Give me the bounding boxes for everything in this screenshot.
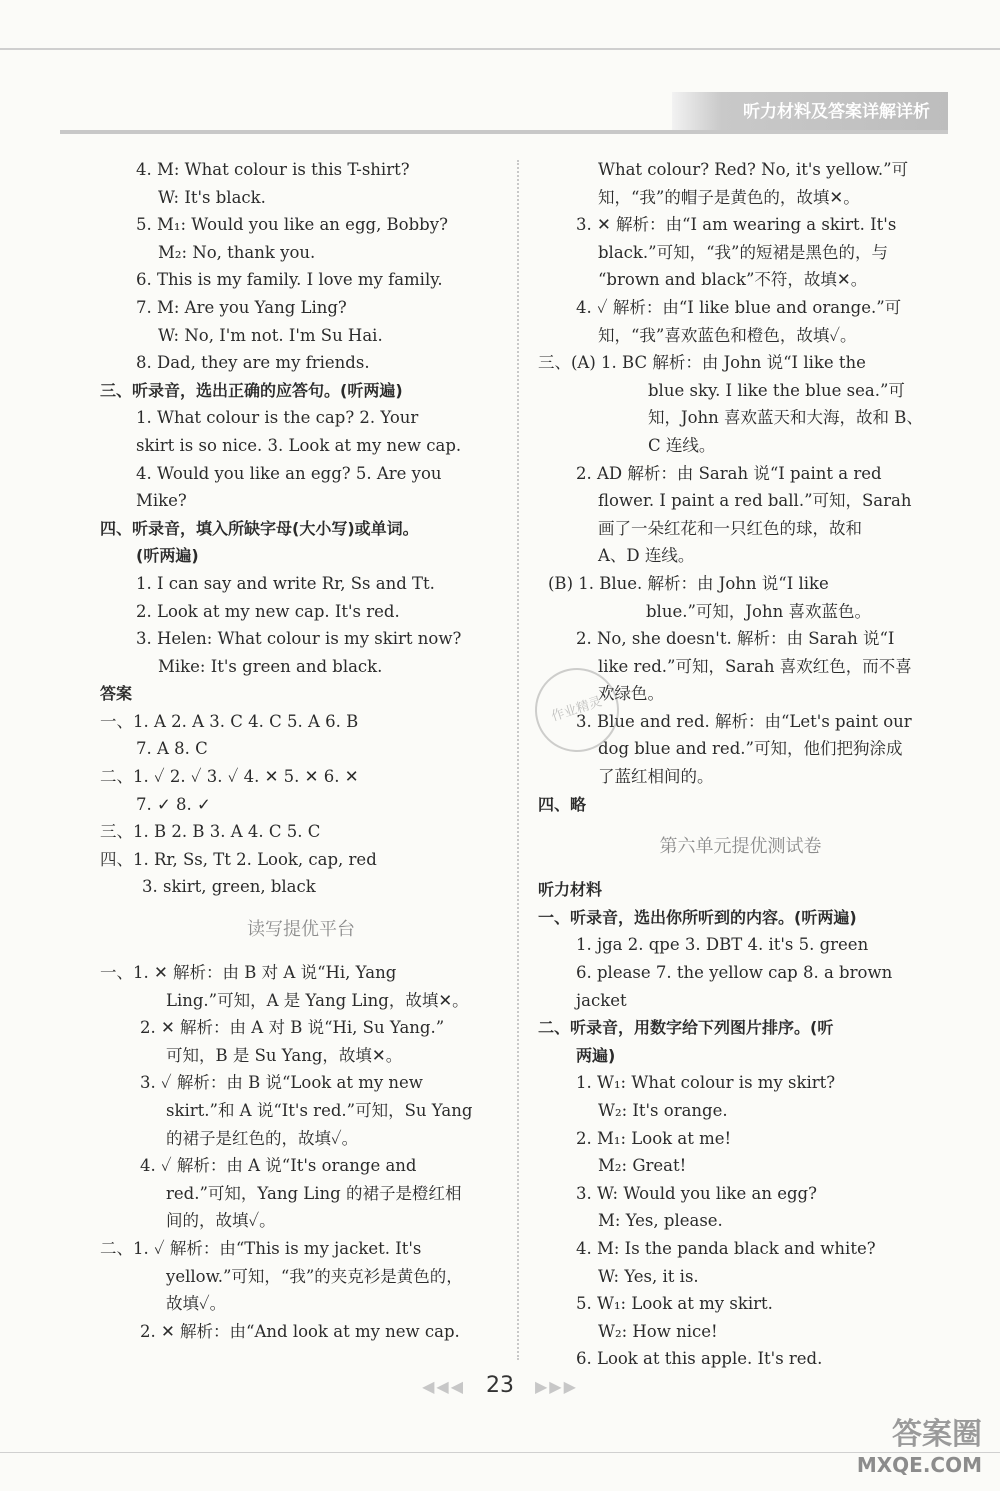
text-line: 两遍) bbox=[576, 1045, 616, 1065]
text-line: 三、听录音，选出正确的应答句。(听两遍) bbox=[100, 380, 403, 400]
text-line: 2. M₁: Look at me! bbox=[576, 1128, 732, 1148]
text-line: A、D 连线。 bbox=[598, 546, 695, 566]
text-line: 四、听录音，填入所缺字母(大小写)或单词。 bbox=[100, 518, 419, 538]
text-line: 2. AD 解析：由 Sarah 说“I paint a red bbox=[576, 463, 882, 483]
text-line: 可知，B 是 Su Yang，故填✕。 bbox=[166, 1045, 403, 1065]
text-line: 三、(A) 1. BC 解析：由 John 说“I like the bbox=[538, 353, 866, 373]
text-line: 欢绿色。 bbox=[598, 684, 664, 704]
text-line: C 连线。 bbox=[648, 435, 716, 455]
text-line: 二、听录音，用数字给下列图片排序。(听 bbox=[538, 1018, 834, 1038]
text-line: dog blue and red.”可知，他们把狗涂成 bbox=[598, 739, 903, 759]
text-line: 一、1. ✕ 解析：由 B 对 A 说“Hi, Yang bbox=[100, 963, 397, 983]
text-line: 3. ✕ 解析：由“I am wearing a skirt. It's bbox=[576, 215, 897, 235]
left-answer-explanations bbox=[92, 959, 510, 1345]
text-line: black.”可知，“我”的短裙是黑色的，与 bbox=[598, 242, 888, 262]
text-line: 1. What colour is the cap? 2. Your bbox=[136, 408, 419, 428]
text-line: 了蓝红相间的。 bbox=[598, 767, 714, 787]
page-footer bbox=[0, 1373, 1000, 1398]
text-line: M₂: Great! bbox=[598, 1156, 687, 1176]
text-line: Ling.”可知，A 是 Yang Ling，故填✕。 bbox=[166, 990, 469, 1010]
section-title-reading-writing: 读写提优平台 bbox=[247, 919, 355, 941]
text-line: 4. Would you like an egg? 5. Are you bbox=[136, 463, 442, 483]
text-line: 四、略 bbox=[538, 794, 587, 814]
text-line: What colour? Red? No, it's yellow.”可 bbox=[598, 160, 909, 179]
text-line: 听力材料 bbox=[538, 880, 603, 900]
text-line: 6. This is my family. I love my family. bbox=[136, 270, 443, 290]
text-line: 3. skirt, green, black bbox=[142, 877, 316, 897]
stamp-seal: 作业精灵 bbox=[524, 657, 630, 763]
right-listening-material bbox=[538, 876, 943, 1373]
text-line: 的裙子是红色的，故填✓。 bbox=[166, 1128, 359, 1148]
text-line: 3. W: Would you like an egg? bbox=[576, 1183, 817, 1203]
text-line: W₂: How nice! bbox=[598, 1321, 718, 1341]
text-line: 3. ✓ 解析：由 B 说“Look at my new bbox=[140, 1073, 423, 1093]
text-line: skirt is so nice. 3. Look at my new cap. bbox=[136, 435, 462, 455]
text-line: 间的，故填✓。 bbox=[166, 1211, 276, 1231]
text-line: 4. M: What colour is this T-shirt? bbox=[136, 160, 410, 179]
text-line: 3. Helen: What colour is my skirt now? bbox=[136, 629, 462, 649]
text-line: 一、1. A 2. A 3. C 4. C 5. A 6. B bbox=[100, 711, 359, 731]
text-line: 8. Dad, they are my friends. bbox=[136, 353, 370, 373]
text-line: 画了一朵红花和一只红色的球，故和 bbox=[598, 518, 862, 538]
text-line: 4. ✓ 解析：由“I like blue and orange.”可 bbox=[576, 297, 902, 317]
text-line: Mike: It's green and black. bbox=[158, 656, 383, 676]
left-listening-text bbox=[92, 156, 510, 901]
text-line: 3. Blue and red. 解析：由“Let's paint our bbox=[576, 711, 912, 731]
column-divider bbox=[517, 160, 519, 1360]
text-line: 5. M₁: Would you like an egg, Bobby? bbox=[136, 215, 448, 235]
text-line: W₂: It's orange. bbox=[598, 1101, 728, 1120]
text-line: M: Yes, please. bbox=[598, 1211, 723, 1231]
text-line: (听两遍) bbox=[136, 546, 199, 566]
text-line: 2. ✕ 解析：由 A 对 B 说“Hi, Su Yang.” bbox=[140, 1018, 445, 1038]
right-column bbox=[538, 156, 943, 1373]
text-line: 4. M: Is the panda black and white? bbox=[576, 1238, 876, 1258]
text-line: skirt.”和 A 说“It's red.”可知，Su Yang bbox=[166, 1101, 473, 1120]
section-title-unit6-test: 第六单元提优测试卷 bbox=[659, 836, 822, 858]
text-line: 故填✓。 bbox=[166, 1294, 227, 1314]
text-line: W: No, I'm not. I'm Su Hai. bbox=[158, 325, 383, 345]
text-line: 5. W₁: Look at my skirt. bbox=[576, 1294, 773, 1314]
header-rule bbox=[60, 130, 948, 134]
watermark-logo: 答案圈 MXQE.COM bbox=[856, 1417, 982, 1477]
text-line: blue sky. I like the blue sea.”可 bbox=[648, 380, 905, 400]
text-line: 三、1. B 2. B 3. A 4. C 5. C bbox=[100, 822, 321, 842]
text-line: 二、1. ✓ 2. ✓ 3. ✓ 4. ✕ 5. ✕ 6. ✕ bbox=[100, 767, 359, 787]
text-line: 2. ✕ 解析：由“And look at my new cap. bbox=[140, 1321, 460, 1341]
text-line: 1. W₁: What colour is my skirt? bbox=[576, 1073, 836, 1093]
text-line: flower. I paint a red ball.”可知，Sarah bbox=[598, 491, 912, 511]
text-line: red.”可知，Yang Ling 的裙子是橙红相 bbox=[166, 1183, 462, 1203]
text-line: 知，“我”的帽子是黄色的，故填✕。 bbox=[598, 187, 860, 207]
bottom-rule bbox=[0, 1452, 1000, 1453]
text-line: Mike? bbox=[136, 491, 187, 511]
text-line: 6. Look at this apple. It's red. bbox=[576, 1349, 823, 1369]
text-line: jacket bbox=[576, 990, 627, 1010]
text-line: 7. M: Are you Yang Ling? bbox=[136, 297, 347, 317]
prev-arrows-icon: ◀◀◀ bbox=[422, 1377, 465, 1396]
text-line: 2. Look at my new cap. It's red. bbox=[136, 601, 400, 621]
text-line: 1. I can say and write Rr, Ss and Tt. bbox=[136, 573, 435, 593]
top-rule bbox=[0, 48, 1000, 50]
text-line: yellow.”可知，“我”的夹克衫是黄色的， bbox=[166, 1266, 463, 1286]
text-line: 知，“我”喜欢蓝色和橙色，故填✓。 bbox=[598, 325, 857, 345]
text-line: M₂: No, thank you. bbox=[158, 242, 316, 262]
next-arrows-icon: ▶▶▶ bbox=[535, 1377, 578, 1396]
text-line: like red.”可知，Sarah 喜欢红色，而不喜 bbox=[598, 656, 912, 676]
text-line: 知，John 喜欢蓝天和大海，故和 B、 bbox=[648, 408, 923, 428]
text-line: 6. please 7. the yellow cap 8. a brown bbox=[576, 963, 893, 983]
left-column bbox=[92, 156, 510, 1345]
text-line: 四、1. Rr, Ss, Tt 2. Look, cap, red bbox=[100, 849, 377, 869]
text-line: 4. ✓ 解析：由 A 说“It's orange and bbox=[140, 1156, 417, 1176]
text-line: “brown and black”不符，故填✕。 bbox=[598, 270, 868, 290]
text-line: 1. jga 2. qpe 3. DBT 4. it's 5. green bbox=[576, 935, 869, 955]
text-line: (B) 1. Blue. 解析：由 John 说“I like bbox=[548, 573, 829, 593]
text-line: 7. A 8. C bbox=[136, 739, 208, 759]
text-line: 2. No, she doesn't. 解析：由 Sarah 说“I bbox=[576, 629, 895, 649]
text-line: 二、1. ✓ 解析：由“This is my jacket. It's bbox=[100, 1238, 422, 1258]
text-line: 答案 bbox=[100, 684, 133, 704]
text-line: W: It's black. bbox=[158, 187, 266, 207]
text-line: W: Yes, it is. bbox=[598, 1266, 699, 1286]
header-section-tab: 听力材料及答案详解详析 bbox=[672, 92, 948, 132]
page-number: 23 bbox=[486, 1373, 514, 1398]
text-line: 7. ✓ 8. ✓ bbox=[136, 794, 211, 814]
text-line: 一、听录音，选出你所听到的内容。(听两遍) bbox=[538, 907, 857, 927]
text-line: blue.”可知，John 喜欢蓝色。 bbox=[646, 601, 871, 621]
